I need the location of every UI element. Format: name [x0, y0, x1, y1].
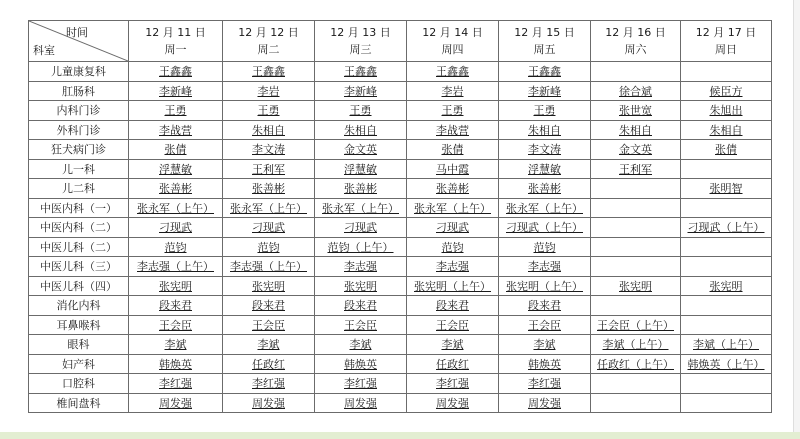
department-cell: 儿童康复科	[29, 62, 129, 82]
day-weekday: 周五	[533, 43, 556, 56]
doctor-cell: 范钧	[223, 237, 315, 257]
table-row	[29, 374, 772, 394]
doctor-cell: 朱相自	[315, 120, 407, 140]
doctor-cell: 张宪明（上午）	[499, 276, 591, 296]
doctor-cell: 王利军	[591, 159, 681, 179]
bottom-status-strip	[0, 432, 800, 439]
doctor-cell: 刁现武	[223, 218, 315, 238]
doctor-cell: 朱相自	[591, 120, 681, 140]
doctor-cell: 李斌	[315, 335, 407, 355]
doctor-cell: 王会臣	[315, 315, 407, 335]
doctor-cell: 王会臣（上午）	[591, 315, 681, 335]
doctor-cell: 李斌	[223, 335, 315, 355]
doctor-cell: 李红强	[499, 374, 591, 394]
doctor-cell: 王勇	[407, 101, 499, 121]
doctor-cell: 段来君	[315, 296, 407, 316]
doctor-cell: 韩焕英	[315, 354, 407, 374]
table-row	[29, 315, 772, 335]
department-cell: 妇产科	[29, 354, 129, 374]
doctor-cell: 周发强	[315, 393, 407, 413]
table-row	[29, 101, 772, 121]
doctor-cell	[591, 218, 681, 238]
doctor-cell	[681, 257, 772, 277]
doctor-cell: 王会臣	[499, 315, 591, 335]
table-row	[29, 335, 772, 355]
doctor-cell: 李战营	[407, 120, 499, 140]
doctor-cell	[681, 393, 772, 413]
doctor-cell: 张永军（上午）	[129, 198, 223, 218]
doctor-cell	[591, 198, 681, 218]
doctor-cell	[591, 374, 681, 394]
diagonal-header-cell	[29, 21, 129, 62]
doctor-cell: 张世宽	[591, 101, 681, 121]
doctor-cell: 李斌	[129, 335, 223, 355]
doctor-cell	[591, 62, 681, 82]
doctor-cell	[591, 296, 681, 316]
table-row	[29, 159, 772, 179]
doctor-cell: 刁现武	[315, 218, 407, 238]
doctor-cell: 范钧	[499, 237, 591, 257]
doctor-cell: 王勇	[315, 101, 407, 121]
department-cell: 儿一科	[29, 159, 129, 179]
doctor-cell: 王鑫鑫	[129, 62, 223, 82]
table-row	[29, 62, 772, 82]
doctor-cell: 周发强	[407, 393, 499, 413]
table-row	[29, 179, 772, 199]
day-date: 12 月 16 日	[605, 26, 666, 39]
doctor-cell: 浮慧敏	[499, 159, 591, 179]
table-row	[29, 257, 772, 277]
doctor-cell: 李文涛	[223, 140, 315, 160]
doctor-cell: 王鑫鑫	[499, 62, 591, 82]
department-cell: 儿二科	[29, 179, 129, 199]
day-header-7	[681, 21, 772, 62]
doctor-cell: 李战营	[129, 120, 223, 140]
doctor-cell: 任政红	[223, 354, 315, 374]
doctor-cell: 金文英	[591, 140, 681, 160]
doctor-cell: 王会臣	[129, 315, 223, 335]
doctor-cell: 朱相自	[223, 120, 315, 140]
doctor-cell: 张善彬	[315, 179, 407, 199]
doctor-cell: 王会臣	[223, 315, 315, 335]
doctor-cell: 李斌	[407, 335, 499, 355]
doctor-cell: 李志强	[315, 257, 407, 277]
doctor-cell: 王勇	[129, 101, 223, 121]
doctor-cell: 李红强	[129, 374, 223, 394]
doctor-cell: 周发强	[499, 393, 591, 413]
doctor-cell: 韩焕英	[129, 354, 223, 374]
day-date: 12 月 15 日	[514, 26, 575, 39]
doctor-cell: 李新峰	[499, 81, 591, 101]
doctor-cell: 张明智	[681, 179, 772, 199]
doctor-cell: 李斌	[499, 335, 591, 355]
doctor-cell	[591, 393, 681, 413]
day-date: 12 月 11 日	[145, 26, 206, 39]
doctor-cell: 范钧（上午）	[315, 237, 407, 257]
doctor-cell: 马中霞	[407, 159, 499, 179]
doctor-cell: 王勇	[223, 101, 315, 121]
department-cell: 内科门诊	[29, 101, 129, 121]
doctor-cell	[681, 198, 772, 218]
doctor-cell: 张宪明	[681, 276, 772, 296]
day-header-4	[407, 21, 499, 62]
doctor-cell: 任政红	[407, 354, 499, 374]
department-axis-label: 科室	[33, 44, 55, 57]
day-header-3	[315, 21, 407, 62]
doctor-cell: 张永军（上午）	[315, 198, 407, 218]
doctor-cell: 李新峰	[315, 81, 407, 101]
day-weekday: 周二	[257, 43, 280, 56]
doctor-cell: 周发强	[223, 393, 315, 413]
department-cell: 中医儿科（三）	[29, 257, 129, 277]
department-cell: 中医儿科（二）	[29, 237, 129, 257]
doctor-cell: 浮慧敏	[315, 159, 407, 179]
day-weekday: 周三	[349, 43, 372, 56]
doctor-cell: 周发强	[129, 393, 223, 413]
department-cell: 狂犬病门诊	[29, 140, 129, 160]
table-row	[29, 81, 772, 101]
doctor-cell: 李斌（上午）	[591, 335, 681, 355]
day-header-1	[129, 21, 223, 62]
doctor-cell: 李岩	[407, 81, 499, 101]
day-header-5	[499, 21, 591, 62]
doctor-cell: 段来君	[129, 296, 223, 316]
department-cell: 椎间盘科	[29, 393, 129, 413]
doctor-cell: 李志强（上午）	[129, 257, 223, 277]
doctor-cell	[681, 237, 772, 257]
department-cell: 消化内科	[29, 296, 129, 316]
day-date: 12 月 14 日	[422, 26, 483, 39]
doctor-cell: 李斌（上午）	[681, 335, 772, 355]
doctor-cell: 王鑫鑫	[407, 62, 499, 82]
doctor-cell: 王会臣	[407, 315, 499, 335]
doctor-cell: 李志强	[407, 257, 499, 277]
day-date: 12 月 12 日	[238, 26, 299, 39]
doctor-cell	[681, 374, 772, 394]
day-header-2	[223, 21, 315, 62]
doctor-cell: 张善彬	[129, 179, 223, 199]
doctor-cell: 李新峰	[129, 81, 223, 101]
doctor-cell: 李岩	[223, 81, 315, 101]
doctor-cell: 张永军（上午）	[499, 198, 591, 218]
day-weekday: 周日	[715, 43, 737, 56]
doctor-cell: 刁现武（上午）	[681, 218, 772, 238]
table-row	[29, 237, 772, 257]
day-weekday: 周四	[441, 43, 464, 56]
doctor-cell: 李志强（上午）	[223, 257, 315, 277]
doctor-cell: 李红强	[315, 374, 407, 394]
department-cell: 肛肠科	[29, 81, 129, 101]
table-row	[29, 296, 772, 316]
doctor-cell	[681, 159, 772, 179]
doctor-cell: 段来君	[407, 296, 499, 316]
doctor-cell: 李红强	[223, 374, 315, 394]
doctor-cell: 李志强	[499, 257, 591, 277]
doctor-cell	[681, 315, 772, 335]
doctor-cell: 刁现武	[407, 218, 499, 238]
doctor-cell: 张宪明	[315, 276, 407, 296]
doctor-cell: 张宪明	[591, 276, 681, 296]
doctor-cell: 金文英	[315, 140, 407, 160]
doctor-cell: 刁现武（上午）	[499, 218, 591, 238]
doctor-cell: 张宪明	[129, 276, 223, 296]
department-cell: 眼科	[29, 335, 129, 355]
doctor-cell	[591, 257, 681, 277]
department-cell: 外科门诊	[29, 120, 129, 140]
doctor-cell: 浮慧敏	[129, 159, 223, 179]
doctor-cell: 张倩	[129, 140, 223, 160]
doctor-cell: 韩焕英	[499, 354, 591, 374]
header-row	[29, 21, 772, 62]
table-row	[29, 276, 772, 296]
doctor-cell: 张善彬	[223, 179, 315, 199]
doctor-cell: 张宪明	[223, 276, 315, 296]
doctor-cell: 张永军（上午）	[407, 198, 499, 218]
vertical-scrollbar[interactable]	[793, 0, 800, 439]
doctor-cell: 王鑫鑫	[223, 62, 315, 82]
duty-schedule-table	[28, 20, 772, 413]
doctor-cell: 张善彬	[499, 179, 591, 199]
doctor-cell: 徐合斌	[591, 81, 681, 101]
doctor-cell: 张宪明（上午）	[407, 276, 499, 296]
table-row	[29, 218, 772, 238]
doctor-cell	[681, 296, 772, 316]
time-axis-label: 时间	[66, 26, 88, 39]
doctor-cell: 张倩	[681, 140, 772, 160]
doctor-cell: 王利军	[223, 159, 315, 179]
department-cell: 中医内科（一）	[29, 198, 129, 218]
department-cell: 中医内科（二）	[29, 218, 129, 238]
day-weekday: 周六	[624, 43, 647, 56]
doctor-cell: 任政红（上午）	[591, 354, 681, 374]
doctor-cell: 候臣方	[681, 81, 772, 101]
doctor-cell: 李文涛	[499, 140, 591, 160]
table-row	[29, 140, 772, 160]
table-row	[29, 393, 772, 413]
doctor-cell: 朱相自	[499, 120, 591, 140]
doctor-cell	[591, 179, 681, 199]
doctor-cell: 刁现武	[129, 218, 223, 238]
doctor-cell: 李红强	[407, 374, 499, 394]
doctor-cell: 范钧	[407, 237, 499, 257]
doctor-cell: 段来君	[223, 296, 315, 316]
doctor-cell: 范钧	[129, 237, 223, 257]
doctor-cell: 张永军（上午）	[223, 198, 315, 218]
doctor-cell: 王勇	[499, 101, 591, 121]
doctor-cell	[681, 62, 772, 82]
table-row	[29, 120, 772, 140]
day-weekday: 周一	[164, 43, 187, 56]
doctor-cell: 韩焕英（上午）	[681, 354, 772, 374]
department-cell: 口腔科	[29, 374, 129, 394]
doctor-cell: 朱旭出	[681, 101, 772, 121]
day-date: 12 月 17 日	[695, 26, 757, 39]
doctor-cell: 张倩	[407, 140, 499, 160]
doctor-cell: 段来君	[499, 296, 591, 316]
day-date: 12 月 13 日	[330, 26, 391, 39]
doctor-cell: 张善彬	[407, 179, 499, 199]
department-cell: 中医儿科（四）	[29, 276, 129, 296]
table-row	[29, 354, 772, 374]
doctor-cell: 朱相自	[681, 120, 772, 140]
doctor-cell: 王鑫鑫	[315, 62, 407, 82]
day-header-6	[591, 21, 681, 62]
table-row	[29, 198, 772, 218]
department-cell: 耳鼻喉科	[29, 315, 129, 335]
doctor-cell	[591, 237, 681, 257]
